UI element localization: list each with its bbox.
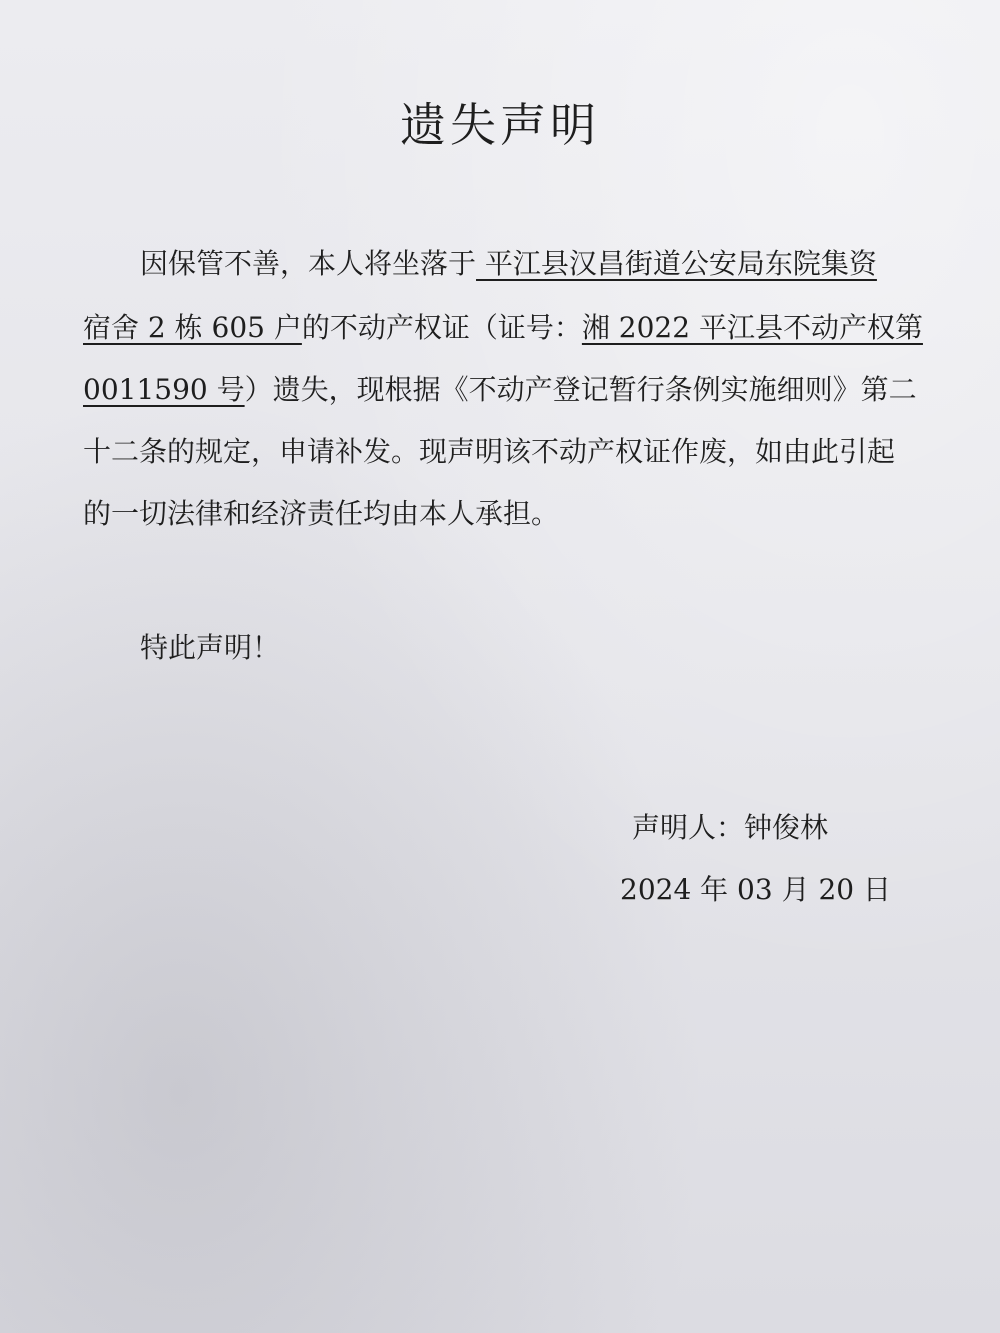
- body-text: ）遗失，现根据《不动产登记暂行条例实施细则》第二: [244, 373, 917, 406]
- document-title: 遗失声明: [400, 98, 600, 152]
- certificate-number-underlined: 湘 2022 平江县不动产权第: [581, 311, 923, 344]
- body-line-5: 的一切法律和经济责任均由本人承担。: [83, 497, 560, 530]
- body-text: 因保管不善，本人将坐落于: [140, 247, 477, 280]
- certificate-number-underlined-cont: 0011590 号: [83, 373, 245, 406]
- signer-name: 声明人：钟俊林: [632, 811, 829, 844]
- declaration-date: 2024 年 03 月 20 日: [620, 873, 892, 906]
- address-underlined-cont: 宿舍 2 栋 605 户: [83, 311, 302, 344]
- body-line-4: 十二条的规定，申请补发。现声明该不动产权证作废，如由此引起: [83, 435, 896, 468]
- address-underlined: 平江县汉昌街道公安局东院集资: [476, 247, 877, 280]
- body-line-3: [83, 370, 917, 410]
- body-line-1: [140, 244, 877, 284]
- body-line-2: [83, 308, 923, 348]
- closing-statement: 特此声明！: [140, 631, 281, 664]
- body-text: 的不动产权证（证号：: [301, 311, 582, 344]
